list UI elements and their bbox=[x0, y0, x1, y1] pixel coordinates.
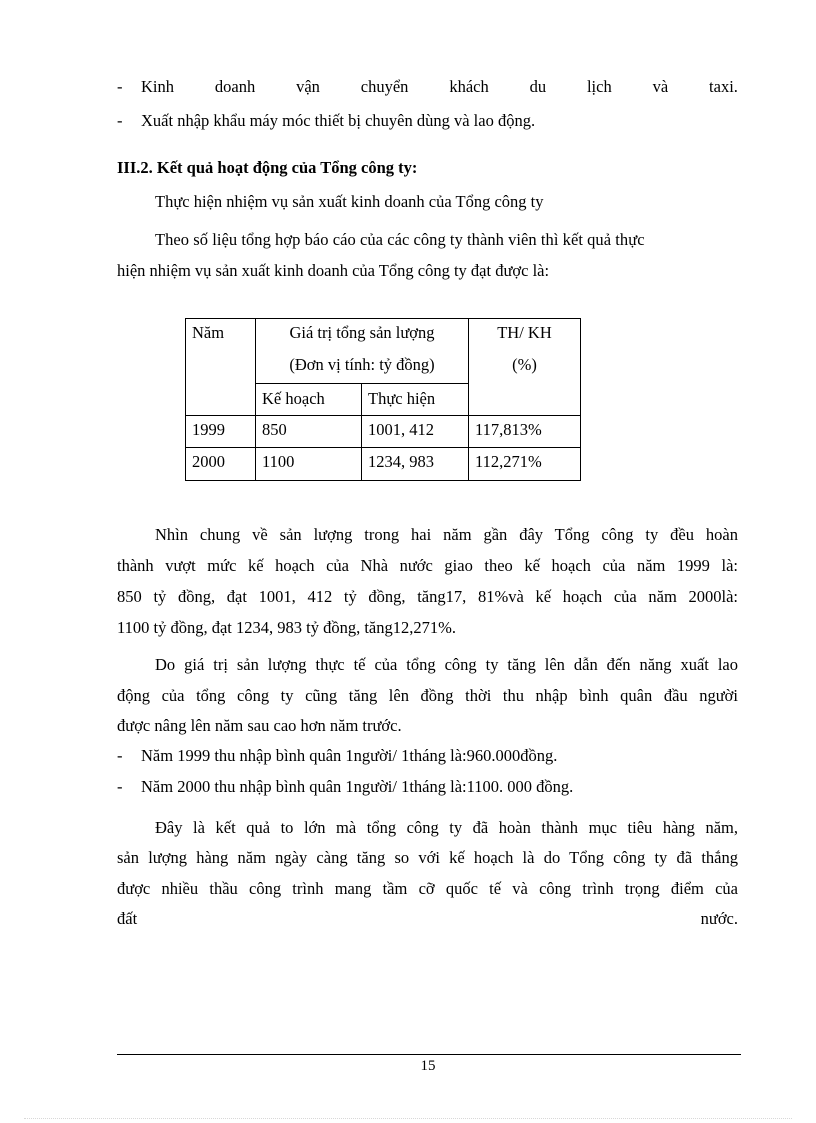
page-edge-dotted-line bbox=[24, 1118, 792, 1119]
word: chuyển bbox=[360, 77, 409, 96]
paragraph-line bbox=[117, 909, 738, 929]
bullet-dash: - bbox=[117, 77, 123, 96]
paragraph-line: 850 tỷ đồng, đạt 1001, 412 tỷ đồng, tăng17, 81%và kế hoạch của năm 2000là: bbox=[117, 587, 738, 606]
section-heading: III.2. Kết quả hoạt động của Tổng công ty: bbox=[117, 158, 418, 177]
header-ratio: TH/ KH (%) bbox=[469, 319, 581, 416]
bullet-text: Xuất nhập khẩu máy móc thiết bị chuyên dùng và lao động. bbox=[141, 111, 536, 130]
paragraph-line: được nhiều thầu công trình mang tầm cỡ quốc tế và công trình trọng điểm của bbox=[117, 879, 738, 898]
bullet-text-justified bbox=[141, 77, 738, 97]
paragraph-line: được nâng lên năm sau cao hơn năm trước. bbox=[117, 716, 402, 735]
bullet-text: Năm 1999 thu nhập bình quân 1người/ 1tháng là:960.000đồng. bbox=[141, 746, 558, 765]
paragraph-line: động của tổng công ty cũng tăng lên đồng thời thu nhập bình quân đầu người bbox=[117, 686, 738, 705]
word: đất bbox=[117, 909, 138, 928]
table-header-row bbox=[186, 319, 581, 384]
paragraph-line: Thực hiện nhiệm vụ sản xuất kinh doanh của Tổng công ty bbox=[155, 192, 544, 211]
footer-rule bbox=[117, 1054, 741, 1055]
paragraph-line: Do giá trị sản lượng thực tế của tổng công ty tăng lên dẫn đến năng xuất lao bbox=[155, 655, 738, 674]
word: du bbox=[529, 77, 547, 96]
cell-year: 1999 bbox=[186, 416, 256, 448]
table-row bbox=[186, 448, 581, 481]
paragraph-line: Theo số liệu tổng hợp báo cáo của các công ty thành viên thì kết quả thực bbox=[155, 230, 645, 249]
bullet-dash: - bbox=[117, 746, 123, 765]
cell-ratio: 112,271% bbox=[469, 448, 581, 481]
paragraph-line: thành vượt mức kế hoạch của Nhà nước giao theo kế hoạch của năm 1999 là: bbox=[117, 556, 738, 575]
bullet-dash: - bbox=[117, 777, 123, 796]
header-value: Giá trị tổng sản lượng (Đơn vị tính: tỷ đồng) bbox=[256, 319, 469, 384]
header-year: Năm bbox=[186, 319, 256, 416]
header-actual: Thực hiện bbox=[362, 384, 469, 416]
cell-actual: 1234, 983 bbox=[362, 448, 469, 481]
cell-plan: 1100 bbox=[256, 448, 362, 481]
table-row bbox=[186, 416, 581, 448]
cell-plan: 850 bbox=[256, 416, 362, 448]
word: và bbox=[652, 77, 669, 96]
paragraph-line: 1100 tỷ đồng, đạt 1234, 983 tỷ đồng, tăng12,271%. bbox=[117, 618, 456, 637]
word: khách bbox=[449, 77, 489, 96]
bullet-text: Năm 2000 thu nhập bình quân 1người/ 1tháng là:1100. 000 đồng. bbox=[141, 777, 574, 796]
cell-ratio: 117,813% bbox=[469, 416, 581, 448]
bullet-dash: - bbox=[117, 111, 123, 130]
word: taxi. bbox=[709, 77, 738, 96]
word: lịch bbox=[586, 77, 612, 96]
paragraph-line: sản lượng hàng năm ngày càng tăng so với kế hoạch là do Tổng công ty đã thắng bbox=[117, 848, 738, 867]
page-number: 15 bbox=[420, 1058, 436, 1074]
word: Kinh bbox=[141, 77, 174, 96]
word: nước. bbox=[700, 909, 738, 928]
output-table bbox=[185, 318, 581, 481]
cell-actual: 1001, 412 bbox=[362, 416, 469, 448]
paragraph-line: Đây là kết quả to lớn mà tổng công ty đã hoàn thành mục tiêu hàng năm, bbox=[155, 818, 738, 837]
header-plan: Kế hoạch bbox=[256, 384, 362, 416]
paragraph-line: hiện nhiệm vụ sản xuất kinh doanh của Tổng công ty đạt được là: bbox=[117, 261, 550, 280]
cell-year: 2000 bbox=[186, 448, 256, 481]
word: vận bbox=[296, 77, 320, 96]
paragraph-line: Nhìn chung về sản lượng trong hai năm gần đây Tổng công ty đều hoàn bbox=[155, 525, 738, 544]
word: doanh bbox=[214, 77, 256, 96]
